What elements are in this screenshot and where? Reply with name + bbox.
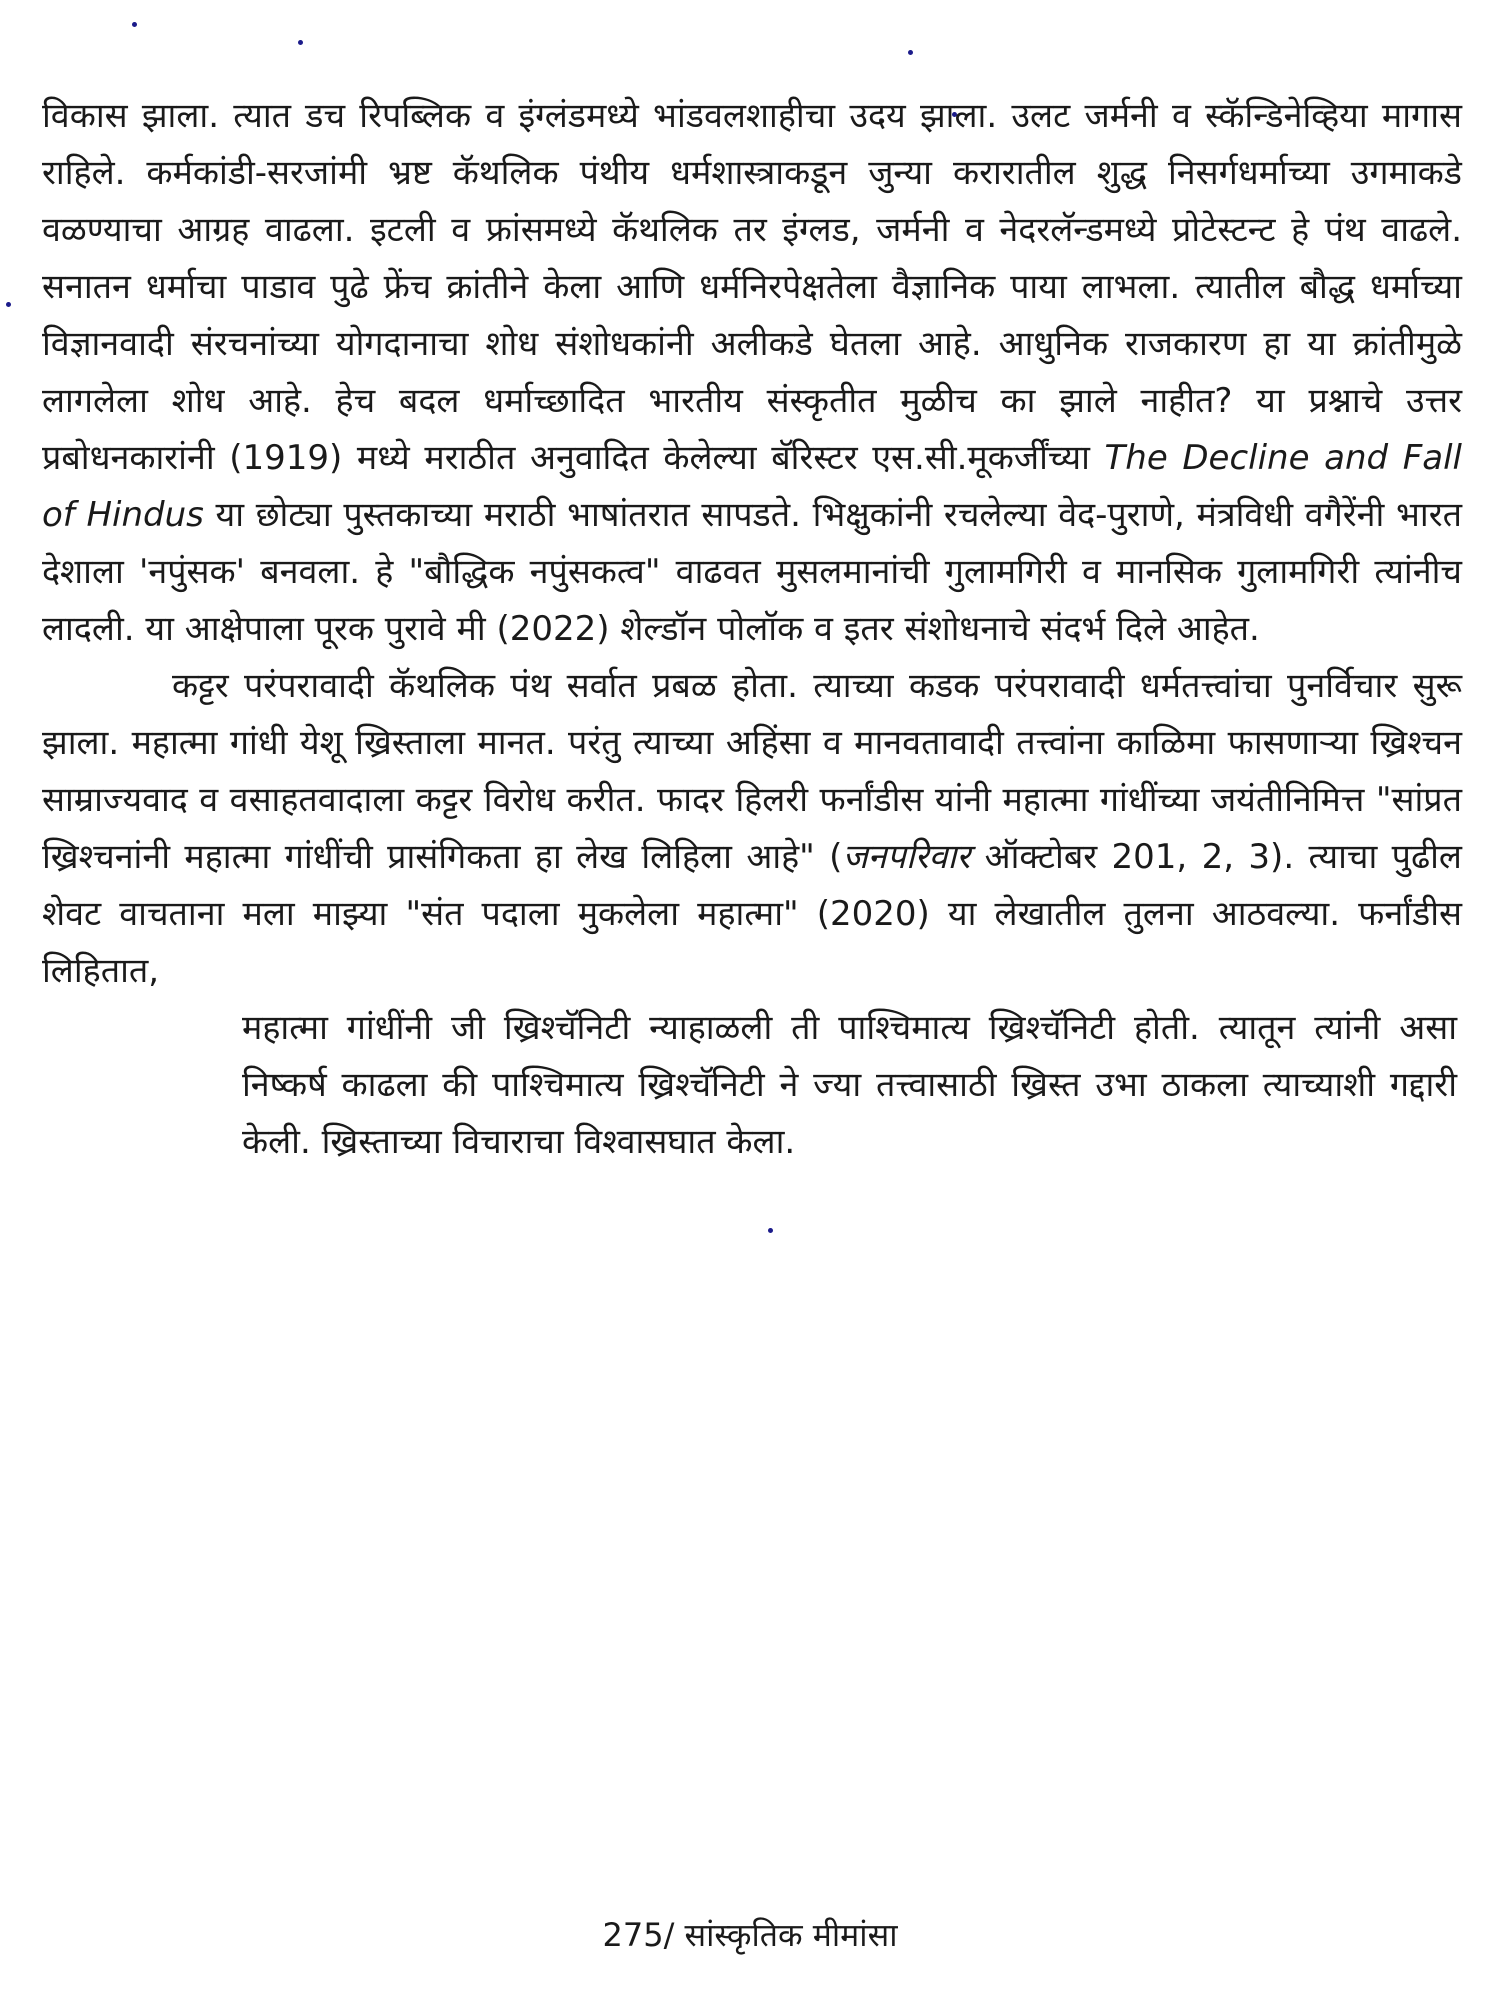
paragraph-2 (42, 658, 1462, 1000)
paragraph-1-text-continued: या छोट्या पुस्तकाच्या मराठी भाषांतरात सापडते. भिक्षुकांनी रचलेल्या वेद-पुराणे, मंत्रविधी वगैरेंनी भारत देशाला 'नपुंसक' बनवला. हे "बौद्धिक नपुंसकत्व" वाढवत मुसलमानांची गुलामगिरी व मानसिक गुलामगिरी त्यांनीच लादली. या आक्षेपाला पूरक पुरावे मी (2022) शेल्डॉन पोलॉक व इतर संशोधनाचे संदर्भ दिले आहेत. (42, 495, 1462, 649)
block-quote: महात्मा गांधींनी जी ख्रिश्चॅनिटी न्याहाळली ती पाश्चिमात्य ख्रिश्चॅनिटी होती. त्यातून त्यांनी असा निष्कर्ष काढला की पाश्चिमात्य ख्रिश्चॅनिटी ने ज्या तत्त्वासाठी ख्रिस्त उभा ठाकला त्याच्याशी गद्दारी केली. ख्रिस्ताच्या विचाराचा विश्वासघात केला. (242, 1008, 1457, 1162)
paragraph-1-text: विकास झाला. त्यात डच रिपब्लिक व इंग्लंडमध्ये भांडवलशाहीचा उदय झाला. उलट जर्मनी व स्कॅन्डिनेव्हिया मागास राहिले. कर्मकांडी-सरजांमी भ्रष्ट कॅथलिक पंथीय धर्मशास्त्राकडून जुन्या करारातील शुद्ध निसर्गधर्माच्या उगमाकडे वळण्याचा आग्रह वाढला. इटली व फ्रांसमध्ये कॅथलिक तर इंग्लड, जर्मनी व नेदरलॅन्डमध्ये प्रोटेस्टन्ट हे पंथ वाढले. सनातन धर्माचा पाडाव पुढे फ्रेंच क्रांतीने केला आणि धर्मनिरपेक्षतेला वैज्ञानिक पाया लाभला. त्यातील बौद्ध धर्माच्या विज्ञानवादी संरचनांच्या योगदानाचा शोध संशोधकांनी अलीकडे घेतला आहे. आधुनिक राजकारण हा या क्रांतीमुळे लागलेला शोध आहे. हेच बदल धर्माच्छादित भारतीय संस्कृतीत मुळीच का झाले नाहीत? या प्रश्नाचे उत्तर प्रबोधनकारांनी (1919) मध्ये मराठीत अनुवादित केलेल्या बॅरिस्टर एस.सी.मूकर्जींच्या (42, 96, 1462, 478)
book-title: सांस्कृतिक मीमांसा (684, 1916, 898, 1954)
page-number: 275 (602, 1916, 664, 1954)
page-footer (0, 1915, 1500, 1955)
paragraph-1 (42, 88, 1462, 658)
body-text (42, 88, 1462, 1171)
book-title-italic: The Decline and Fall of Hindus (42, 438, 1462, 535)
periodical-name-italic: जनपरिवार (842, 837, 971, 877)
footer-separator: / (663, 1916, 675, 1954)
paragraph-2-text: कट्टर परंपरावादी कॅथलिक पंथ सर्वात प्रबळ होता. त्याच्या कडक परंपरावादी धर्मतत्त्वांचा पुनर्विचार सुरू झाला. महात्मा गांधी येशू ख्रिस्ताला मानत. परंतु त्याच्या अहिंसा व मानवतावादी तत्त्वांना काळिमा फासणाऱ्या ख्रिश्चन साम्राज्यवाद व वसाहतवादाला कट्टर विरोध करीत. फादर हिलरी फर्नांडीस यांनी महात्मा गांधींच्या जयंतीनिमित्त "सांप्रत ख्रिश्चनांनी महात्मा गांधींची प्रासंगिकता हा लेख लिहिला आहे" ( (42, 666, 1462, 877)
paragraph-2-text-continued: ऑक्टोबर 201, 2, 3). त्याचा पुढील शेवट वाचताना मला माझ्या "संत पदाला मुकलेला महात्मा" (2020) या लेखातील तुलना आठवल्या. फर्नांडीस लिहितात, (42, 837, 1462, 991)
